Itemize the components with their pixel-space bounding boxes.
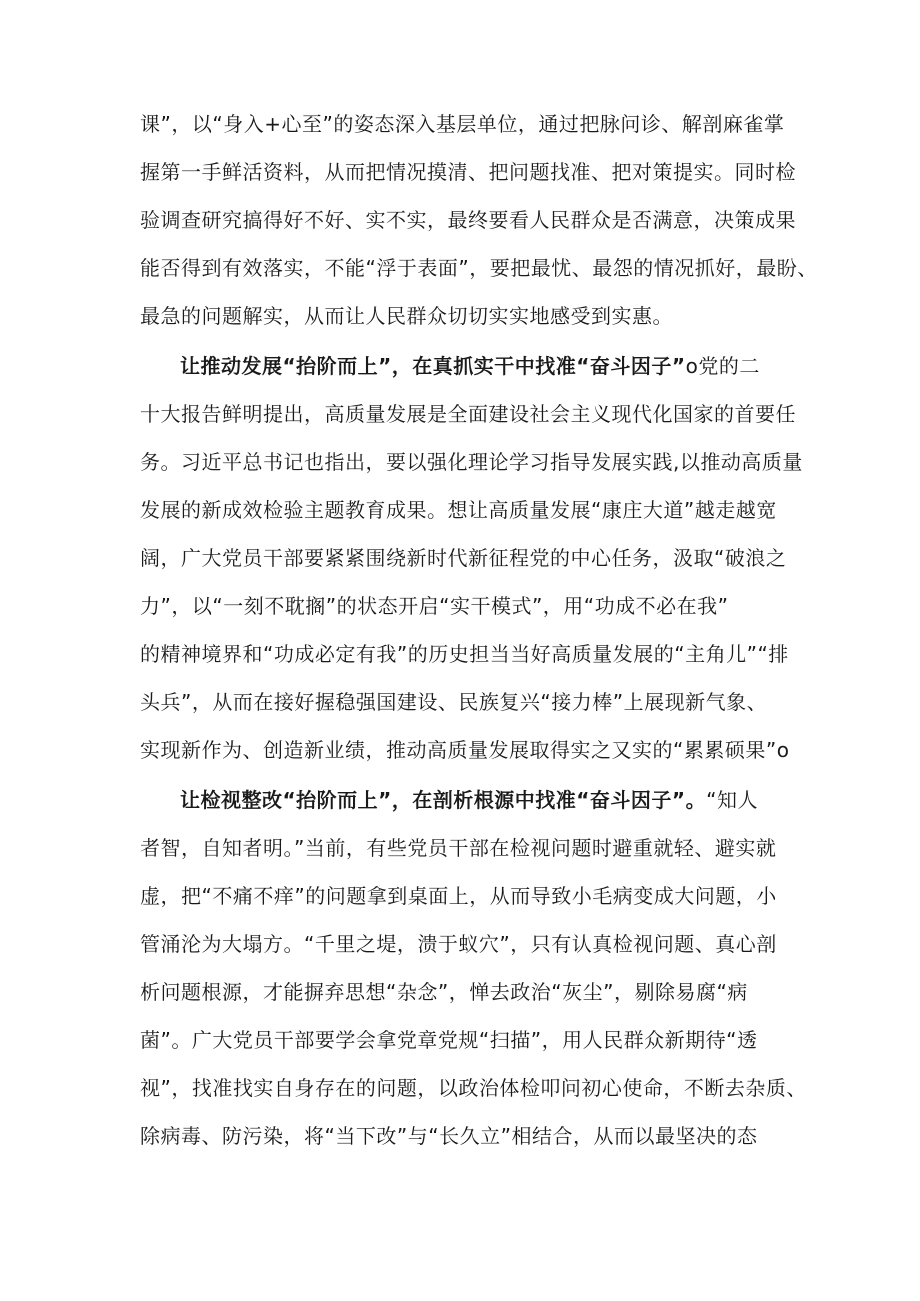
paragraph-2-line-4: 阔，广大党员干部要紧紧围绕新时代新征程党的中心任务，汲取“破浪之 <box>140 546 787 570</box>
paragraph-3-line-3: 管涌沦为大塌方。“千里之堤，溃于蚁穴”，只有认真检视问题、真心剖 <box>140 932 777 956</box>
paragraph-2-heading-tail: o党的二 <box>685 354 760 378</box>
paragraph-2-line-6: 的精神境界和“功成必定有我”的历史担当当好高质量发展的“主角儿”“排 <box>140 642 789 666</box>
paragraph-1-line-1: 课”，以“身入+心至”的姿态深入基层单位，通过把脉问诊、解剖麻雀掌 <box>140 112 785 136</box>
paragraph-3-line-1: 者智，自知者明。”当前，有些党员干部在检视问题时避重就轻、避实就 <box>140 836 777 860</box>
paragraph-2-line-5: 力”，以“一刻不耽搁”的状态开启“实干模式”，用“功成不必在我” <box>140 594 729 618</box>
paragraph-2-first-line <box>180 354 760 378</box>
paragraph-3-first-line <box>180 788 758 812</box>
paragraph-1-line-5: 最急的问题解实，从而让人民群众切切实实地感受到实惠。 <box>140 304 673 328</box>
paragraph-3-heading-tail: “知人 <box>706 788 758 812</box>
paragraph-2-line-8: 实现新作为、创造新业绩，推动高质量发展取得实之又实的“累累硕果”o <box>140 738 790 762</box>
paragraph-2-heading: 让推动发展“抬阶而上”，在真抓实干中找准“奋斗因子” <box>180 354 686 378</box>
paragraph-3-line-2: 虚，把“不痛不痒”的问题拿到桌面上，从而导致小毛病变成大问题，小 <box>140 884 777 908</box>
paragraph-2-line-3: 发展的新成效检验主题教育成果。想让高质量发展“康庄大道”越走越宽 <box>140 498 777 522</box>
paragraph-3-line-7: 除病毒、防污染，将“当下改”与“长久立”相结合，从而以最坚决的态 <box>140 1124 758 1148</box>
paragraph-3-line-4: 析问题根源，才能摒弃思想“杂念”，惮去政治“灰尘”，剔除易腐“病 <box>140 980 748 1004</box>
paragraph-3-heading: 让检视整改“抬阶而上”，在剖析根源中找准“奋斗因子”。 <box>180 788 707 812</box>
paragraph-1-line-3: 验调查研究搞得好不好、实不实，最终要看人民群众是否满意，决策成果 <box>140 208 796 232</box>
paragraph-1-line-2: 握第一手鲜活资料，从而把情况摸清、把问题找准、把对策提实。同时检 <box>140 160 796 184</box>
paragraph-2-line-2: 务。习近平总书记也指出，要以强化理论学习指导发展实践,以推动高质量 <box>140 450 803 474</box>
paragraph-3-line-5: 菌”。广大党员干部要学会拿党章党规“扫描”，用人民群众新期待“透 <box>140 1028 758 1052</box>
paragraph-2-line-7: 头兵”，从而在接好握稳强国建设、民族复兴“接力棒”上展现新气象、 <box>140 690 768 714</box>
paragraph-3-line-6: 视”，找准找实自身存在的问题，以政治体检叩问初心使命，不断去杂质、 <box>140 1076 807 1100</box>
paragraph-2-line-1: 十大报告鲜明提出，高质量发展是全面建设社会主义现代化国家的首要任 <box>140 402 796 426</box>
paragraph-1-line-4: 能否得到有效落实，不能“浮于表面”，要把最忧、最怨的情况抓好，最盼、 <box>140 256 818 280</box>
